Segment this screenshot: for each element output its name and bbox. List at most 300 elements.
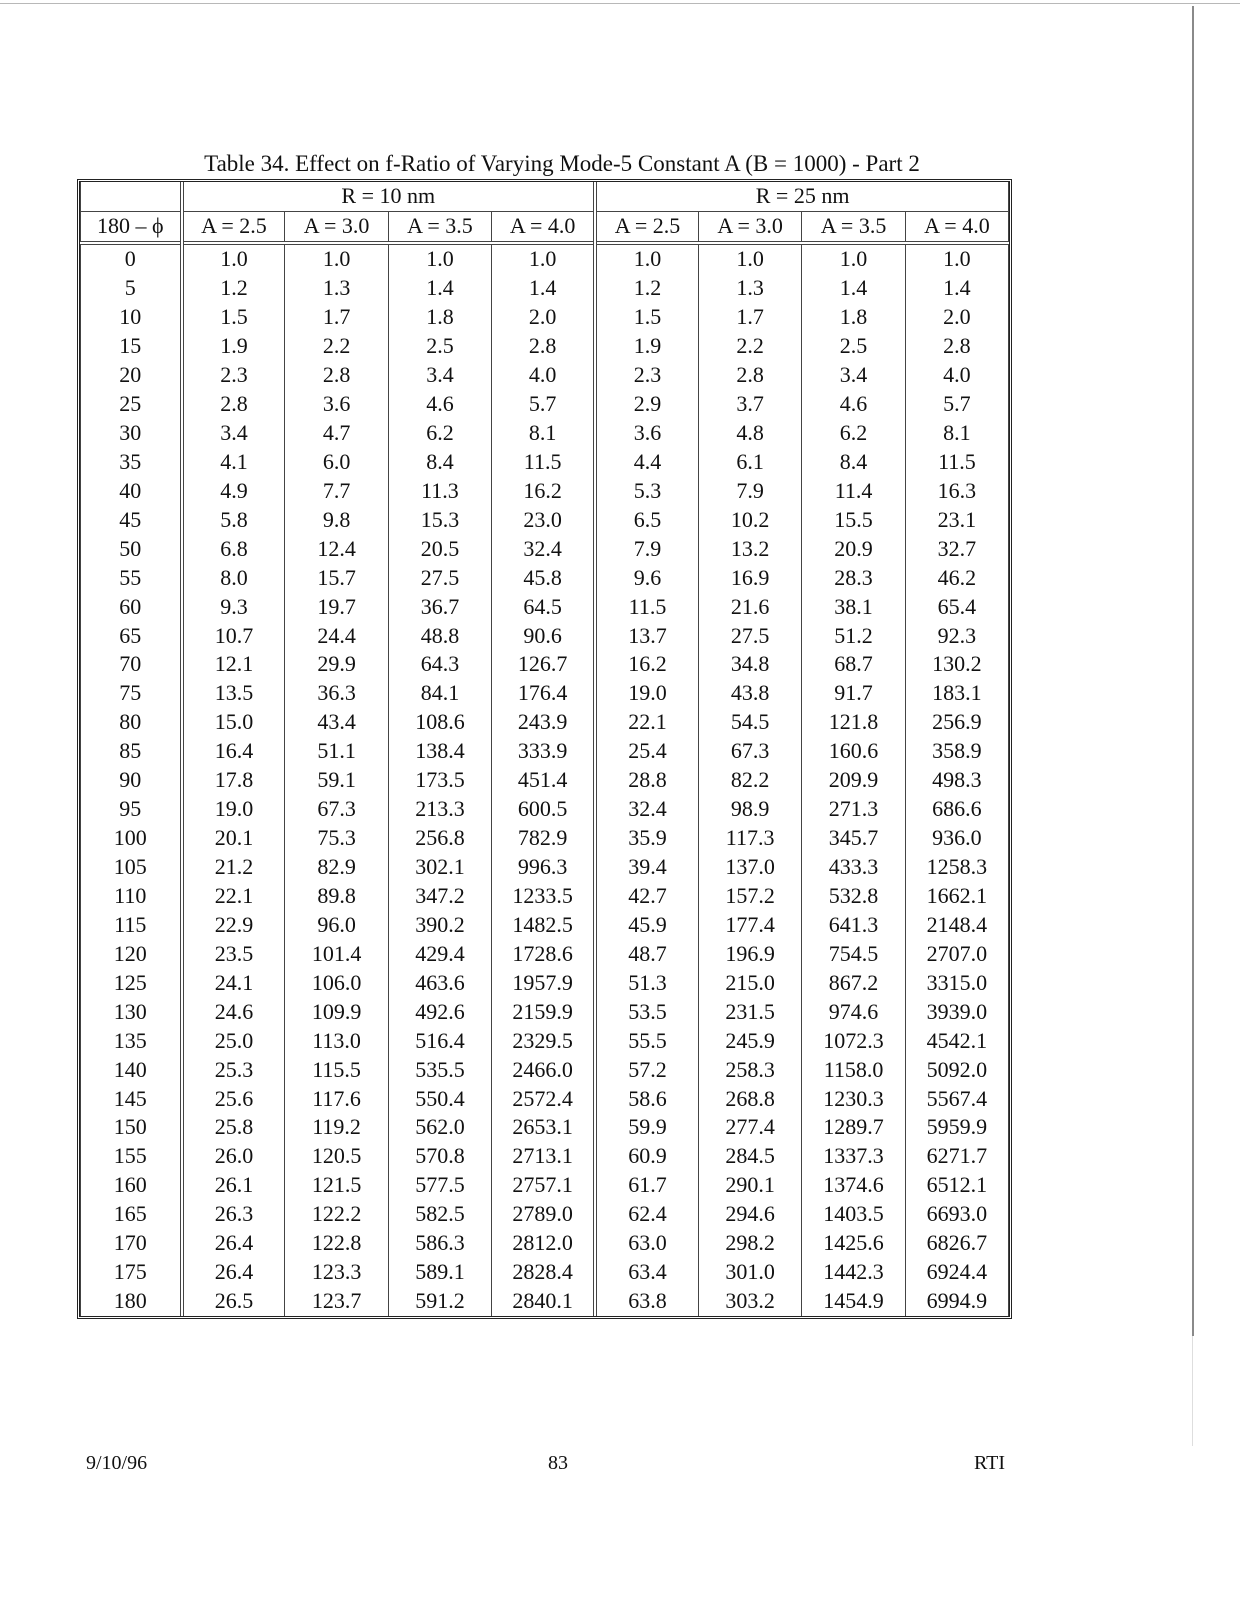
f-ratio-cell: 6.1 <box>698 447 801 476</box>
column-header: A = 4.0 <box>492 211 595 242</box>
f-ratio-cell: 64.3 <box>388 650 491 679</box>
f-ratio-cell: 20.1 <box>182 824 285 853</box>
f-ratio-cell: 582.5 <box>388 1200 491 1229</box>
angle-cell: 135 <box>81 1026 182 1055</box>
table-row <box>81 1200 1009 1229</box>
f-ratio-cell: 294.6 <box>698 1200 801 1229</box>
f-ratio-cell: 1.4 <box>802 274 905 303</box>
f-ratio-cell: 390.2 <box>388 910 491 939</box>
f-ratio-cell: 25.0 <box>182 1026 285 1055</box>
f-ratio-cell: 27.5 <box>388 563 491 592</box>
f-ratio-cell: 19.0 <box>182 795 285 824</box>
f-ratio-cell: 26.4 <box>182 1229 285 1258</box>
f-ratio-cell: 2.3 <box>595 361 698 390</box>
f-ratio-cell: 600.5 <box>492 795 595 824</box>
f-ratio-cell: 15.5 <box>802 505 905 534</box>
angle-cell: 0 <box>81 243 182 274</box>
table-row <box>81 534 1009 563</box>
f-ratio-cell: 1374.6 <box>802 1171 905 1200</box>
table-row <box>81 1055 1009 1084</box>
f-ratio-cell: 43.8 <box>698 679 801 708</box>
footer-date: 9/10/96 <box>86 1452 148 1474</box>
angle-cell: 25 <box>81 390 182 419</box>
f-ratio-cell: 68.7 <box>802 650 905 679</box>
column-header: A = 3.5 <box>802 211 905 242</box>
f-ratio-cell: 5567.4 <box>905 1084 1008 1113</box>
f-ratio-cell: 1.7 <box>285 303 388 332</box>
f-ratio-cell: 82.2 <box>698 766 801 795</box>
f-ratio-cell: 974.6 <box>802 997 905 1026</box>
group-header-row <box>81 182 1009 211</box>
f-ratio-cell: 46.2 <box>905 563 1008 592</box>
f-ratio-cell: 1158.0 <box>802 1055 905 1084</box>
f-ratio-cell: 101.4 <box>285 939 388 968</box>
f-ratio-cell: 1482.5 <box>492 910 595 939</box>
f-ratio-cell: 173.5 <box>388 766 491 795</box>
f-ratio-table <box>80 182 1009 1316</box>
f-ratio-cell: 2.5 <box>388 332 491 361</box>
f-ratio-cell: 4.0 <box>492 361 595 390</box>
f-ratio-cell: 589.1 <box>388 1258 491 1287</box>
table-row <box>81 1142 1009 1171</box>
f-ratio-cell: 1.0 <box>698 243 801 274</box>
f-ratio-cell: 256.8 <box>388 824 491 853</box>
f-ratio-cell: 6.8 <box>182 534 285 563</box>
table-body <box>81 243 1009 1316</box>
f-ratio-cell: 138.4 <box>388 737 491 766</box>
f-ratio-cell: 2.0 <box>492 303 595 332</box>
f-ratio-cell: 32.4 <box>595 795 698 824</box>
f-ratio-cell: 29.9 <box>285 650 388 679</box>
f-ratio-cell: 5.7 <box>492 390 595 419</box>
f-ratio-cell: 2148.4 <box>905 910 1008 939</box>
f-ratio-cell: 22.9 <box>182 910 285 939</box>
f-ratio-cell: 303.2 <box>698 1287 801 1316</box>
f-ratio-cell: 121.5 <box>285 1171 388 1200</box>
angle-cell: 70 <box>81 650 182 679</box>
f-ratio-cell: 6271.7 <box>905 1142 1008 1171</box>
f-ratio-cell: 51.1 <box>285 737 388 766</box>
f-ratio-cell: 1.5 <box>182 303 285 332</box>
f-ratio-cell: 117.6 <box>285 1084 388 1113</box>
f-ratio-cell: 301.0 <box>698 1258 801 1287</box>
f-ratio-cell: 16.2 <box>595 650 698 679</box>
f-ratio-cell: 96.0 <box>285 910 388 939</box>
table-row <box>81 476 1009 505</box>
f-ratio-cell: 1454.9 <box>802 1287 905 1316</box>
table-frame <box>77 179 1012 1319</box>
f-ratio-cell: 3.6 <box>285 390 388 419</box>
f-ratio-cell: 451.4 <box>492 766 595 795</box>
table-row <box>81 274 1009 303</box>
f-ratio-cell: 302.1 <box>388 853 491 882</box>
angle-cell: 125 <box>81 968 182 997</box>
f-ratio-cell: 55.5 <box>595 1026 698 1055</box>
f-ratio-cell: 109.9 <box>285 997 388 1026</box>
f-ratio-cell: 39.4 <box>595 853 698 882</box>
angle-cell: 85 <box>81 737 182 766</box>
f-ratio-cell: 117.3 <box>698 824 801 853</box>
f-ratio-cell: 183.1 <box>905 679 1008 708</box>
f-ratio-cell: 333.9 <box>492 737 595 766</box>
f-ratio-cell: 3.4 <box>182 419 285 448</box>
angle-cell: 60 <box>81 592 182 621</box>
f-ratio-cell: 137.0 <box>698 853 801 882</box>
f-ratio-cell: 1.0 <box>595 243 698 274</box>
f-ratio-cell: 90.6 <box>492 621 595 650</box>
f-ratio-cell: 1.9 <box>182 332 285 361</box>
f-ratio-cell: 63.0 <box>595 1229 698 1258</box>
table-row <box>81 997 1009 1026</box>
angle-cell: 175 <box>81 1258 182 1287</box>
f-ratio-cell: 60.9 <box>595 1142 698 1171</box>
f-ratio-cell: 24.4 <box>285 621 388 650</box>
f-ratio-cell: 1337.3 <box>802 1142 905 1171</box>
f-ratio-cell: 6924.4 <box>905 1258 1008 1287</box>
table-row <box>81 1084 1009 1113</box>
f-ratio-cell: 32.7 <box>905 534 1008 563</box>
f-ratio-cell: 82.9 <box>285 853 388 882</box>
f-ratio-cell: 8.1 <box>905 419 1008 448</box>
f-ratio-cell: 1.3 <box>285 274 388 303</box>
f-ratio-cell: 5.3 <box>595 476 698 505</box>
f-ratio-cell: 21.2 <box>182 853 285 882</box>
f-ratio-cell: 2.3 <box>182 361 285 390</box>
f-ratio-cell: 48.8 <box>388 621 491 650</box>
f-ratio-cell: 4.8 <box>698 419 801 448</box>
f-ratio-cell: 2828.4 <box>492 1258 595 1287</box>
top-rule <box>0 3 1240 4</box>
angle-cell: 100 <box>81 824 182 853</box>
f-ratio-cell: 63.8 <box>595 1287 698 1316</box>
f-ratio-cell: 1.2 <box>595 274 698 303</box>
f-ratio-cell: 13.2 <box>698 534 801 563</box>
table-row <box>81 968 1009 997</box>
f-ratio-cell: 11.3 <box>388 476 491 505</box>
table-row <box>81 592 1009 621</box>
angle-cell: 115 <box>81 910 182 939</box>
f-ratio-cell: 22.1 <box>182 882 285 911</box>
f-ratio-cell: 16.3 <box>905 476 1008 505</box>
f-ratio-cell: 1.4 <box>388 274 491 303</box>
f-ratio-cell: 160.6 <box>802 737 905 766</box>
angle-cell: 65 <box>81 621 182 650</box>
angle-cell: 15 <box>81 332 182 361</box>
f-ratio-cell: 8.4 <box>802 447 905 476</box>
f-ratio-cell: 2757.1 <box>492 1171 595 1200</box>
angle-cell: 180 <box>81 1287 182 1316</box>
f-ratio-cell: 532.8 <box>802 882 905 911</box>
f-ratio-cell: 121.8 <box>802 708 905 737</box>
f-ratio-cell: 2653.1 <box>492 1113 595 1142</box>
f-ratio-cell: 1.0 <box>388 243 491 274</box>
f-ratio-cell: 492.6 <box>388 997 491 1026</box>
f-ratio-cell: 10.7 <box>182 621 285 650</box>
table-row <box>81 447 1009 476</box>
f-ratio-cell: 3.7 <box>698 390 801 419</box>
f-ratio-cell: 258.3 <box>698 1055 801 1084</box>
angle-cell: 50 <box>81 534 182 563</box>
row-header-label: 180 – ϕ <box>81 211 182 242</box>
f-ratio-cell: 5959.9 <box>905 1113 1008 1142</box>
table-row <box>81 679 1009 708</box>
f-ratio-cell: 38.1 <box>802 592 905 621</box>
f-ratio-cell: 209.9 <box>802 766 905 795</box>
angle-cell: 130 <box>81 997 182 1026</box>
f-ratio-cell: 11.5 <box>492 447 595 476</box>
f-ratio-cell: 11.4 <box>802 476 905 505</box>
f-ratio-cell: 570.8 <box>388 1142 491 1171</box>
table-row <box>81 795 1009 824</box>
f-ratio-cell: 271.3 <box>802 795 905 824</box>
f-ratio-cell: 2.8 <box>698 361 801 390</box>
f-ratio-cell: 28.3 <box>802 563 905 592</box>
f-ratio-cell: 13.5 <box>182 679 285 708</box>
f-ratio-cell: 1.0 <box>905 243 1008 274</box>
f-ratio-cell: 65.4 <box>905 592 1008 621</box>
f-ratio-cell: 75.3 <box>285 824 388 853</box>
f-ratio-cell: 256.9 <box>905 708 1008 737</box>
f-ratio-cell: 19.7 <box>285 592 388 621</box>
f-ratio-cell: 1.0 <box>802 243 905 274</box>
f-ratio-cell: 3939.0 <box>905 997 1008 1026</box>
angle-cell: 10 <box>81 303 182 332</box>
f-ratio-cell: 92.3 <box>905 621 1008 650</box>
f-ratio-cell: 24.1 <box>182 968 285 997</box>
f-ratio-cell: 996.3 <box>492 853 595 882</box>
f-ratio-cell: 15.7 <box>285 563 388 592</box>
table-row <box>81 882 1009 911</box>
f-ratio-cell: 1.8 <box>802 303 905 332</box>
angle-cell: 140 <box>81 1055 182 1084</box>
f-ratio-cell: 6826.7 <box>905 1229 1008 1258</box>
f-ratio-cell: 1.5 <box>595 303 698 332</box>
f-ratio-cell: 11.5 <box>905 447 1008 476</box>
f-ratio-cell: 6994.9 <box>905 1287 1008 1316</box>
table-row <box>81 708 1009 737</box>
angle-cell: 150 <box>81 1113 182 1142</box>
f-ratio-cell: 15.3 <box>388 505 491 534</box>
f-ratio-cell: 4542.1 <box>905 1026 1008 1055</box>
f-ratio-cell: 1.8 <box>388 303 491 332</box>
f-ratio-cell: 268.8 <box>698 1084 801 1113</box>
f-ratio-cell: 119.2 <box>285 1113 388 1142</box>
table-row <box>81 824 1009 853</box>
f-ratio-cell: 15.0 <box>182 708 285 737</box>
f-ratio-cell: 19.0 <box>595 679 698 708</box>
angle-cell: 75 <box>81 679 182 708</box>
column-header: A = 3.5 <box>388 211 491 242</box>
f-ratio-cell: 45.8 <box>492 563 595 592</box>
f-ratio-cell: 9.3 <box>182 592 285 621</box>
f-ratio-cell: 936.0 <box>905 824 1008 853</box>
f-ratio-cell: 4.7 <box>285 419 388 448</box>
f-ratio-cell: 17.8 <box>182 766 285 795</box>
f-ratio-cell: 347.2 <box>388 882 491 911</box>
f-ratio-cell: 1442.3 <box>802 1258 905 1287</box>
f-ratio-cell: 1403.5 <box>802 1200 905 1229</box>
f-ratio-cell: 115.5 <box>285 1055 388 1084</box>
angle-cell: 55 <box>81 563 182 592</box>
f-ratio-cell: 54.5 <box>698 708 801 737</box>
f-ratio-cell: 2.2 <box>285 332 388 361</box>
angle-cell: 45 <box>81 505 182 534</box>
f-ratio-cell: 25.4 <box>595 737 698 766</box>
f-ratio-cell: 5092.0 <box>905 1055 1008 1084</box>
f-ratio-cell: 2.8 <box>182 390 285 419</box>
column-header-row <box>81 211 1009 242</box>
f-ratio-cell: 2466.0 <box>492 1055 595 1084</box>
f-ratio-cell: 562.0 <box>388 1113 491 1142</box>
f-ratio-cell: 26.3 <box>182 1200 285 1229</box>
table-row <box>81 1287 1009 1316</box>
f-ratio-cell: 25.6 <box>182 1084 285 1113</box>
f-ratio-cell: 113.0 <box>285 1026 388 1055</box>
f-ratio-cell: 6.2 <box>388 419 491 448</box>
f-ratio-cell: 98.9 <box>698 795 801 824</box>
f-ratio-cell: 463.6 <box>388 968 491 997</box>
f-ratio-cell: 89.8 <box>285 882 388 911</box>
angle-cell: 165 <box>81 1200 182 1229</box>
f-ratio-cell: 215.0 <box>698 968 801 997</box>
f-ratio-cell: 59.1 <box>285 766 388 795</box>
f-ratio-cell: 6.0 <box>285 447 388 476</box>
column-header: A = 3.0 <box>285 211 388 242</box>
f-ratio-cell: 577.5 <box>388 1171 491 1200</box>
f-ratio-cell: 243.9 <box>492 708 595 737</box>
angle-cell: 5 <box>81 274 182 303</box>
f-ratio-cell: 16.4 <box>182 737 285 766</box>
f-ratio-cell: 2.5 <box>802 332 905 361</box>
table-caption: Table 34. Effect on f-Ratio of Varying Mode-5 Constant A (B = 1000) - Part 2 <box>204 151 920 176</box>
f-ratio-cell: 51.2 <box>802 621 905 650</box>
f-ratio-cell: 6512.1 <box>905 1171 1008 1200</box>
f-ratio-cell: 1072.3 <box>802 1026 905 1055</box>
f-ratio-cell: 6693.0 <box>905 1200 1008 1229</box>
f-ratio-cell: 7.9 <box>698 476 801 505</box>
f-ratio-cell: 21.6 <box>698 592 801 621</box>
angle-cell: 40 <box>81 476 182 505</box>
f-ratio-cell: 358.9 <box>905 737 1008 766</box>
f-ratio-cell: 10.2 <box>698 505 801 534</box>
angle-cell: 110 <box>81 882 182 911</box>
f-ratio-cell: 22.1 <box>595 708 698 737</box>
f-ratio-cell: 433.3 <box>802 853 905 882</box>
footer-page-number: 83 <box>548 1452 568 1474</box>
f-ratio-cell: 20.9 <box>802 534 905 563</box>
f-ratio-cell: 6.5 <box>595 505 698 534</box>
table-row <box>81 766 1009 795</box>
footer-org: RTI <box>974 1452 1006 1474</box>
table-row <box>81 303 1009 332</box>
f-ratio-cell: 45.9 <box>595 910 698 939</box>
f-ratio-cell: 2812.0 <box>492 1229 595 1258</box>
f-ratio-cell: 1662.1 <box>905 882 1008 911</box>
f-ratio-cell: 2572.4 <box>492 1084 595 1113</box>
table-row <box>81 1026 1009 1055</box>
f-ratio-cell: 4.6 <box>388 390 491 419</box>
f-ratio-cell: 12.1 <box>182 650 285 679</box>
table-row <box>81 737 1009 766</box>
f-ratio-cell: 196.9 <box>698 939 801 968</box>
table-row <box>81 853 1009 882</box>
f-ratio-cell: 24.6 <box>182 997 285 1026</box>
right-edge-rule <box>1192 6 1194 1336</box>
f-ratio-cell: 1425.6 <box>802 1229 905 1258</box>
f-ratio-cell: 120.5 <box>285 1142 388 1171</box>
f-ratio-cell: 58.6 <box>595 1084 698 1113</box>
f-ratio-cell: 429.4 <box>388 939 491 968</box>
f-ratio-cell: 51.3 <box>595 968 698 997</box>
table-row <box>81 332 1009 361</box>
f-ratio-cell: 4.6 <box>802 390 905 419</box>
f-ratio-cell: 130.2 <box>905 650 1008 679</box>
f-ratio-cell: 64.5 <box>492 592 595 621</box>
table-row <box>81 563 1009 592</box>
right-edge-rule-faint <box>1192 1336 1193 1446</box>
f-ratio-cell: 1.2 <box>182 274 285 303</box>
angle-cell: 145 <box>81 1084 182 1113</box>
angle-cell: 20 <box>81 361 182 390</box>
table-row <box>81 361 1009 390</box>
angle-cell: 90 <box>81 766 182 795</box>
f-ratio-cell: 3.6 <box>595 419 698 448</box>
f-ratio-cell: 4.0 <box>905 361 1008 390</box>
f-ratio-cell: 8.0 <box>182 563 285 592</box>
f-ratio-cell: 2.0 <box>905 303 1008 332</box>
f-ratio-cell: 36.7 <box>388 592 491 621</box>
angle-cell: 120 <box>81 939 182 968</box>
f-ratio-cell: 7.9 <box>595 534 698 563</box>
f-ratio-cell: 284.5 <box>698 1142 801 1171</box>
f-ratio-cell: 122.2 <box>285 1200 388 1229</box>
f-ratio-cell: 8.1 <box>492 419 595 448</box>
f-ratio-cell: 23.1 <box>905 505 1008 534</box>
f-ratio-cell: 1233.5 <box>492 882 595 911</box>
f-ratio-cell: 277.4 <box>698 1113 801 1142</box>
table-row <box>81 1229 1009 1258</box>
f-ratio-cell: 641.3 <box>802 910 905 939</box>
f-ratio-cell: 298.2 <box>698 1229 801 1258</box>
f-ratio-cell: 1.9 <box>595 332 698 361</box>
f-ratio-cell: 106.0 <box>285 968 388 997</box>
angle-cell: 30 <box>81 419 182 448</box>
f-ratio-cell: 53.5 <box>595 997 698 1026</box>
f-ratio-cell: 2.9 <box>595 390 698 419</box>
f-ratio-cell: 157.2 <box>698 882 801 911</box>
f-ratio-cell: 213.3 <box>388 795 491 824</box>
f-ratio-cell: 2.2 <box>698 332 801 361</box>
f-ratio-cell: 61.7 <box>595 1171 698 1200</box>
f-ratio-cell: 35.9 <box>595 824 698 853</box>
f-ratio-cell: 11.5 <box>595 592 698 621</box>
f-ratio-cell: 1.7 <box>698 303 801 332</box>
angle-cell: 170 <box>81 1229 182 1258</box>
f-ratio-cell: 686.6 <box>905 795 1008 824</box>
column-header: A = 4.0 <box>905 211 1008 242</box>
f-ratio-cell: 63.4 <box>595 1258 698 1287</box>
f-ratio-cell: 2713.1 <box>492 1142 595 1171</box>
f-ratio-cell: 28.8 <box>595 766 698 795</box>
f-ratio-cell: 42.7 <box>595 882 698 911</box>
f-ratio-cell: 782.9 <box>492 824 595 853</box>
corner-cell <box>81 182 182 211</box>
group-header: R = 10 nm <box>182 182 596 211</box>
angle-cell: 105 <box>81 853 182 882</box>
f-ratio-cell: 2.8 <box>285 361 388 390</box>
f-ratio-cell: 3.4 <box>802 361 905 390</box>
f-ratio-cell: 48.7 <box>595 939 698 968</box>
